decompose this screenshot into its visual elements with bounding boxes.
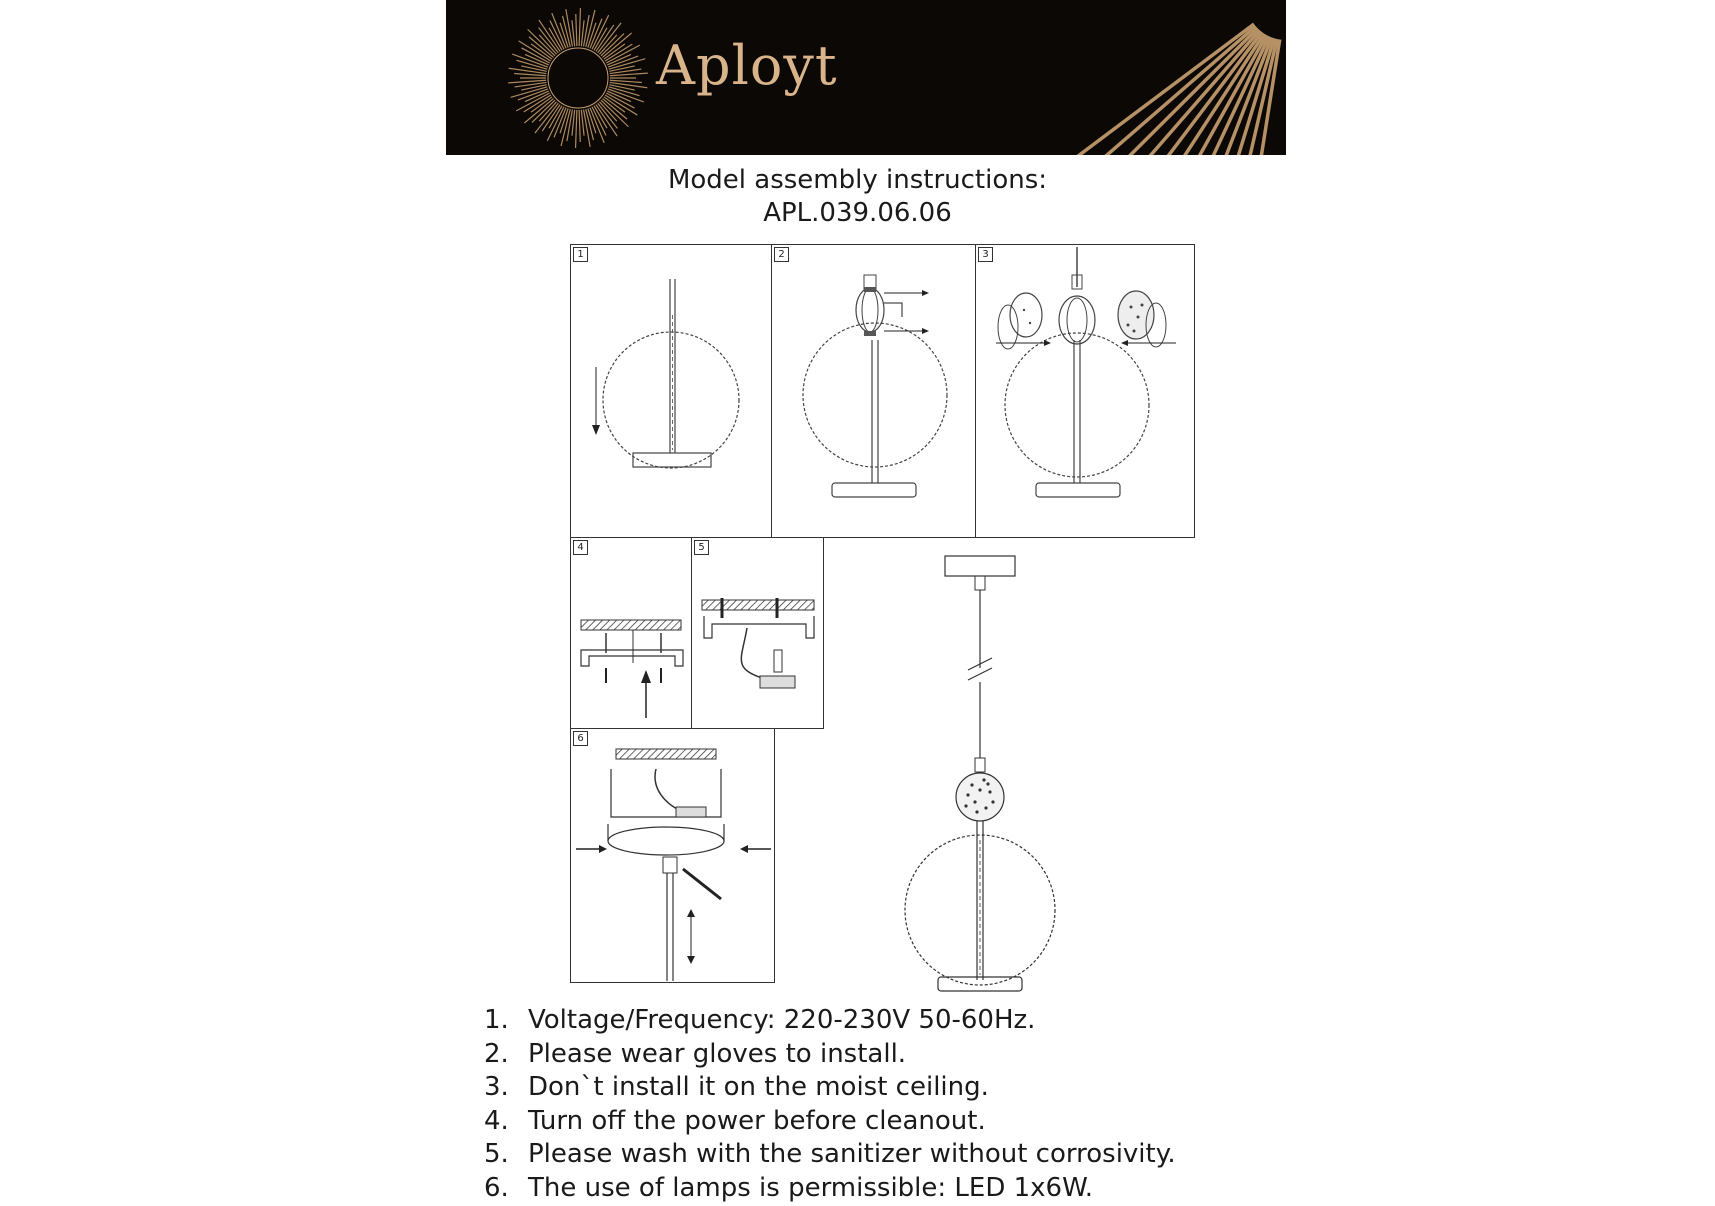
- notes-list: [484, 1004, 1176, 1206]
- step-number: 4: [573, 540, 588, 555]
- step-number: 3: [978, 247, 993, 262]
- step-number: 5: [694, 540, 709, 555]
- note-item: 2. Please wear gloves to install.: [484, 1038, 907, 1069]
- step-number: 2: [774, 247, 789, 262]
- brand-logo: Aployt: [656, 34, 838, 97]
- note-item: 6. The use of lamps is permissible: LED 1x6W.: [484, 1172, 1094, 1203]
- step-1-panel: [570, 244, 772, 538]
- brand-banner: [446, 0, 1286, 155]
- step-4-panel: [570, 537, 692, 729]
- step-5-panel: [691, 537, 824, 729]
- page-title: Model assembly instructions:: [667, 165, 1048, 195]
- note-item: 5. Please wash with the sanitizer without corrosivity.: [484, 1139, 1176, 1170]
- step-number: 1: [573, 247, 588, 262]
- step-3-panel: [975, 244, 1195, 538]
- step-2-panel: [771, 244, 976, 538]
- sunburst-decoration: [446, 0, 1286, 155]
- note-item: 3. Don`t install it on the moist ceiling.: [484, 1072, 989, 1103]
- pendant-lamp-diagram: [880, 540, 1090, 995]
- note-item: 4. Turn off the power before cleanout.: [484, 1105, 986, 1136]
- step-number: 6: [573, 731, 588, 746]
- note-item: 1. Voltage/Frequency: 220-230V 50-60Hz.: [484, 1005, 1036, 1035]
- model-number: APL.039.06.06: [763, 198, 952, 228]
- step-6-panel: [570, 728, 775, 983]
